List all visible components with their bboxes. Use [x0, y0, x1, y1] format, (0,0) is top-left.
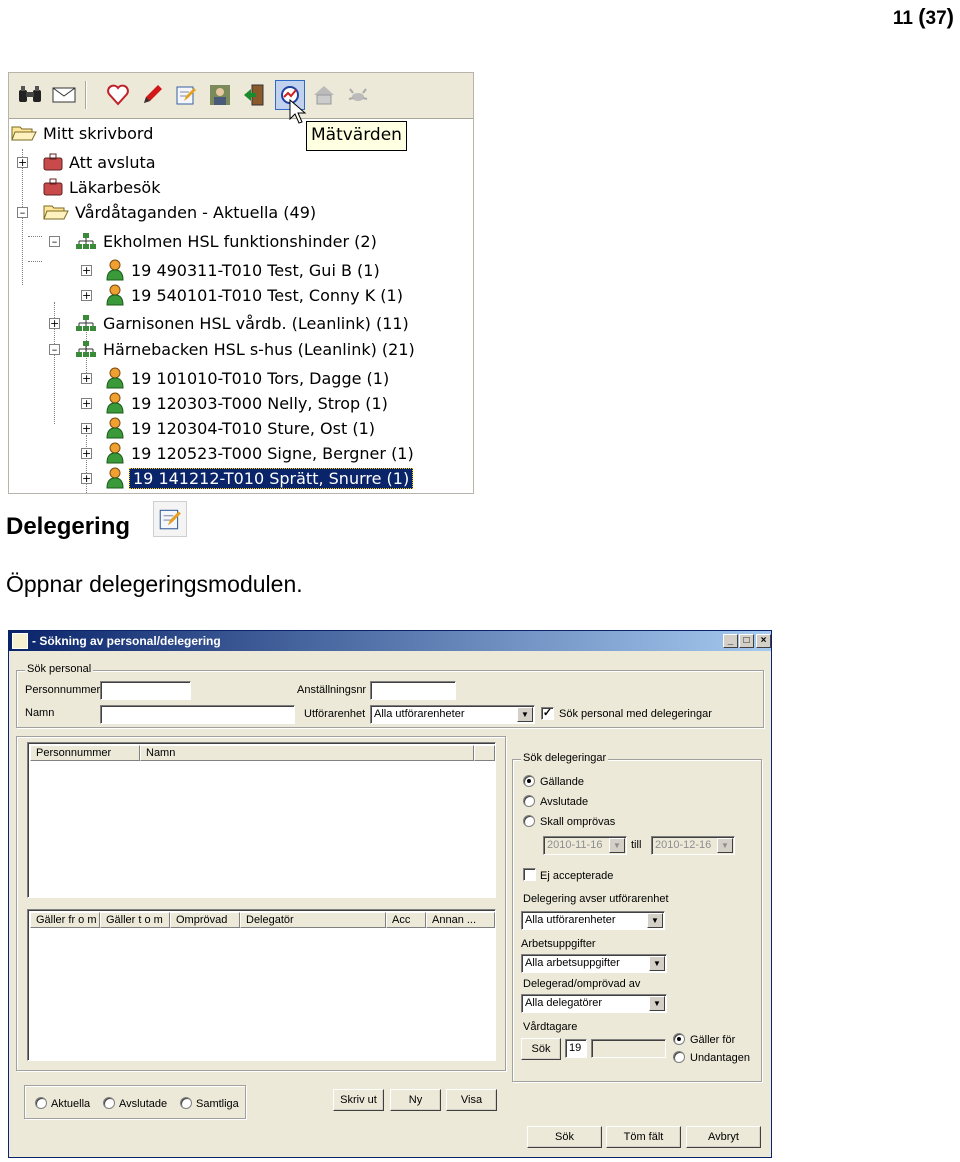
radio-undantagen[interactable]: [673, 1051, 685, 1063]
column-header[interactable]: Gäller t o m: [100, 912, 170, 928]
search-personnel-group: Sök personal Personnummer Anställningsnr Namn Utförarenhet Alla utförarenheter ▼ ✓ Sök personal med delegeringar: [16, 670, 764, 728]
results-group: [16, 736, 506, 1071]
tree-node[interactable]: 19 490311-T010 Test, Gui B (1): [105, 258, 380, 282]
century-input[interactable]: 19: [565, 1039, 587, 1058]
expand-plus-icon[interactable]: +: [82, 397, 92, 410]
tree-node[interactable]: 19 120303-T000 Nelly, Strop (1): [105, 391, 388, 415]
tree-node[interactable]: 19 120304-T010 Sture, Ost (1): [105, 416, 375, 440]
view-button[interactable]: Visa: [446, 1089, 497, 1111]
delegation-checkbox[interactable]: ✓: [542, 707, 553, 719]
radio-skall-omprovas[interactable]: [523, 815, 535, 827]
person-list[interactable]: [27, 742, 496, 898]
notepad-pen-icon: [153, 501, 187, 537]
radio-galler-for[interactable]: [673, 1033, 685, 1045]
tree-node[interactable]: Mitt skrivbord: [11, 121, 153, 145]
anstallningsnr-input[interactable]: [370, 681, 456, 700]
radio-gallande[interactable]: [523, 775, 535, 787]
person-icon: [105, 367, 125, 389]
app-icon: [12, 633, 28, 649]
person-icon: [105, 442, 125, 464]
notepad-pen-icon[interactable]: [171, 80, 201, 110]
briefcase-icon: [43, 153, 63, 171]
expand-plus-icon[interactable]: +: [50, 317, 60, 330]
description-paragraph: Öppnar delegeringsmodulen.: [6, 571, 303, 597]
person-icon: [105, 259, 125, 281]
briefcase-icon: [43, 178, 63, 196]
chevron-down-icon[interactable]: ▼: [517, 707, 533, 722]
collapse-minus-icon[interactable]: –: [49, 236, 60, 247]
window-titlebar: [9, 631, 772, 651]
new-button[interactable]: Ny: [390, 1089, 441, 1111]
radio-avslutade[interactable]: [523, 795, 535, 807]
tree-node[interactable]: Att avsluta: [43, 150, 156, 174]
person-photo-icon[interactable]: [205, 80, 235, 110]
binoculars-icon[interactable]: [15, 80, 45, 110]
patient-personnr-input[interactable]: [591, 1039, 666, 1058]
expand-plus-icon[interactable]: +: [82, 372, 92, 385]
org-chart-icon: [75, 314, 97, 332]
person-icon: [105, 417, 125, 439]
namn-input[interactable]: [100, 705, 295, 724]
chevron-down-icon[interactable]: ▼: [649, 956, 665, 971]
tree-node[interactable]: Härnebacken HSL s-hus (Leanlink) (21): [75, 337, 415, 361]
folder-open-icon: [11, 124, 37, 142]
personnummer-input[interactable]: [100, 681, 191, 700]
tree-node[interactable]: 19 540101-T010 Test, Conny K (1): [105, 283, 403, 307]
org-chart-icon: [75, 232, 97, 250]
person-icon: [105, 467, 125, 489]
column-header[interactable]: Acc: [386, 912, 426, 928]
delegation-unit-select[interactable]: Alla utförarenheter ▼: [521, 911, 665, 930]
pen-icon[interactable]: [137, 80, 167, 110]
tree-node-selected[interactable]: 19 141212-T010 Sprätt, Snurre (1): [105, 466, 413, 490]
tree-window-screenshot: [8, 72, 474, 494]
cancel-button[interactable]: Avbryt: [686, 1126, 761, 1148]
tree-node[interactable]: Vårdåtaganden - Aktuella (49): [43, 200, 316, 224]
exit-door-icon[interactable]: [239, 80, 269, 110]
expand-plus-icon[interactable]: +: [82, 447, 92, 460]
expand-plus-icon[interactable]: +: [82, 264, 92, 277]
folder-open-icon: [43, 203, 69, 221]
delegator-select[interactable]: Alla delegatörer ▼: [521, 994, 667, 1013]
tooltip: Mätvärden: [306, 121, 407, 151]
filter-group: Aktuella Avslutade Samtliga: [24, 1085, 246, 1119]
org-chart-icon: [75, 340, 97, 358]
column-header[interactable]: Gäller fr o m: [30, 912, 100, 928]
column-header[interactable]: Annan ...: [426, 912, 495, 928]
tree-node[interactable]: 19 101010-T010 Tors, Dagge (1): [105, 366, 389, 390]
section-heading: Delegering: [6, 513, 131, 540]
search-delegations-group: Sök delegeringar Gällande Avslutade Skall omprövas 2010-11-16 ▼ till 2010-12-16 ▼ Ej accepterade Delegering avser utförarenhet Alla utförarenheter ▼ Arbetsuppgifter Alla arbetsuppgifter ▼ Delegerad/omprövad av Alla delegatörer ▼ Vårdtagare Sök 19 Gäller för Undantagen: [512, 759, 762, 1082]
tree-node[interactable]: Ekholmen HSL funktionshinder (2): [75, 229, 377, 253]
search-button[interactable]: Sök: [527, 1126, 602, 1148]
column-header[interactable]: Personnummer: [30, 745, 140, 761]
print-button[interactable]: Skriv ut: [333, 1089, 384, 1111]
crab-icon[interactable]: [343, 80, 373, 110]
person-icon: [105, 392, 125, 414]
delegation-search-window: [8, 630, 772, 1158]
column-header[interactable]: Omprövad: [170, 912, 240, 928]
close-icon[interactable]: ×: [756, 634, 771, 648]
radio-samtliga[interactable]: [180, 1097, 192, 1109]
expand-plus-icon[interactable]: +: [18, 156, 28, 169]
delegation-list[interactable]: [27, 909, 496, 1061]
page-number: 11 (37): [892, 4, 954, 29]
collapse-minus-icon[interactable]: –: [49, 344, 60, 355]
chevron-down-icon[interactable]: ▼: [717, 838, 733, 853]
date-to-select[interactable]: 2010-12-16 ▼: [651, 836, 735, 855]
house-icon[interactable]: [309, 80, 339, 110]
column-header[interactable]: Namn: [140, 745, 474, 761]
person-icon: [105, 284, 125, 306]
column-header-spacer: [474, 745, 495, 761]
patient-search-button[interactable]: Sök: [521, 1038, 561, 1060]
minimize-icon[interactable]: _: [723, 634, 738, 648]
tree-view: [9, 119, 474, 494]
radio-aktuella[interactable]: [35, 1097, 47, 1109]
ej-accepterade-checkbox[interactable]: [523, 868, 536, 881]
utforarenhet-select[interactable]: Alla utförarenheter ▼: [370, 705, 535, 724]
collapse-minus-icon[interactable]: –: [17, 207, 28, 218]
chevron-down-icon[interactable]: ▼: [649, 996, 665, 1011]
expand-plus-icon[interactable]: +: [82, 289, 92, 302]
toolbar: [9, 73, 474, 119]
window-title: - Sökning av personal/delegering: [32, 634, 221, 648]
clear-fields-button[interactable]: Töm fält: [606, 1126, 681, 1148]
tree-node[interactable]: Läkarbesök: [43, 175, 160, 199]
chevron-down-icon[interactable]: ▼: [647, 913, 663, 928]
date-from-select[interactable]: 2010-11-16 ▼: [543, 836, 627, 855]
envelope-icon[interactable]: [49, 80, 79, 110]
tree-node[interactable]: Garnisonen HSL vårdb. (Leanlink) (11): [75, 311, 409, 335]
expand-plus-icon[interactable]: +: [82, 472, 92, 485]
radio-avslutade-filter[interactable]: [103, 1097, 115, 1109]
column-header[interactable]: Delegatör: [240, 912, 386, 928]
heart-icon[interactable]: [103, 80, 133, 110]
chevron-down-icon[interactable]: ▼: [609, 838, 625, 853]
tree-node[interactable]: 19 120523-T000 Signe, Bergner (1): [105, 441, 414, 465]
maximize-icon[interactable]: □: [739, 634, 754, 648]
tasks-select[interactable]: Alla arbetsuppgifter ▼: [521, 954, 667, 973]
expand-plus-icon[interactable]: +: [82, 422, 92, 435]
